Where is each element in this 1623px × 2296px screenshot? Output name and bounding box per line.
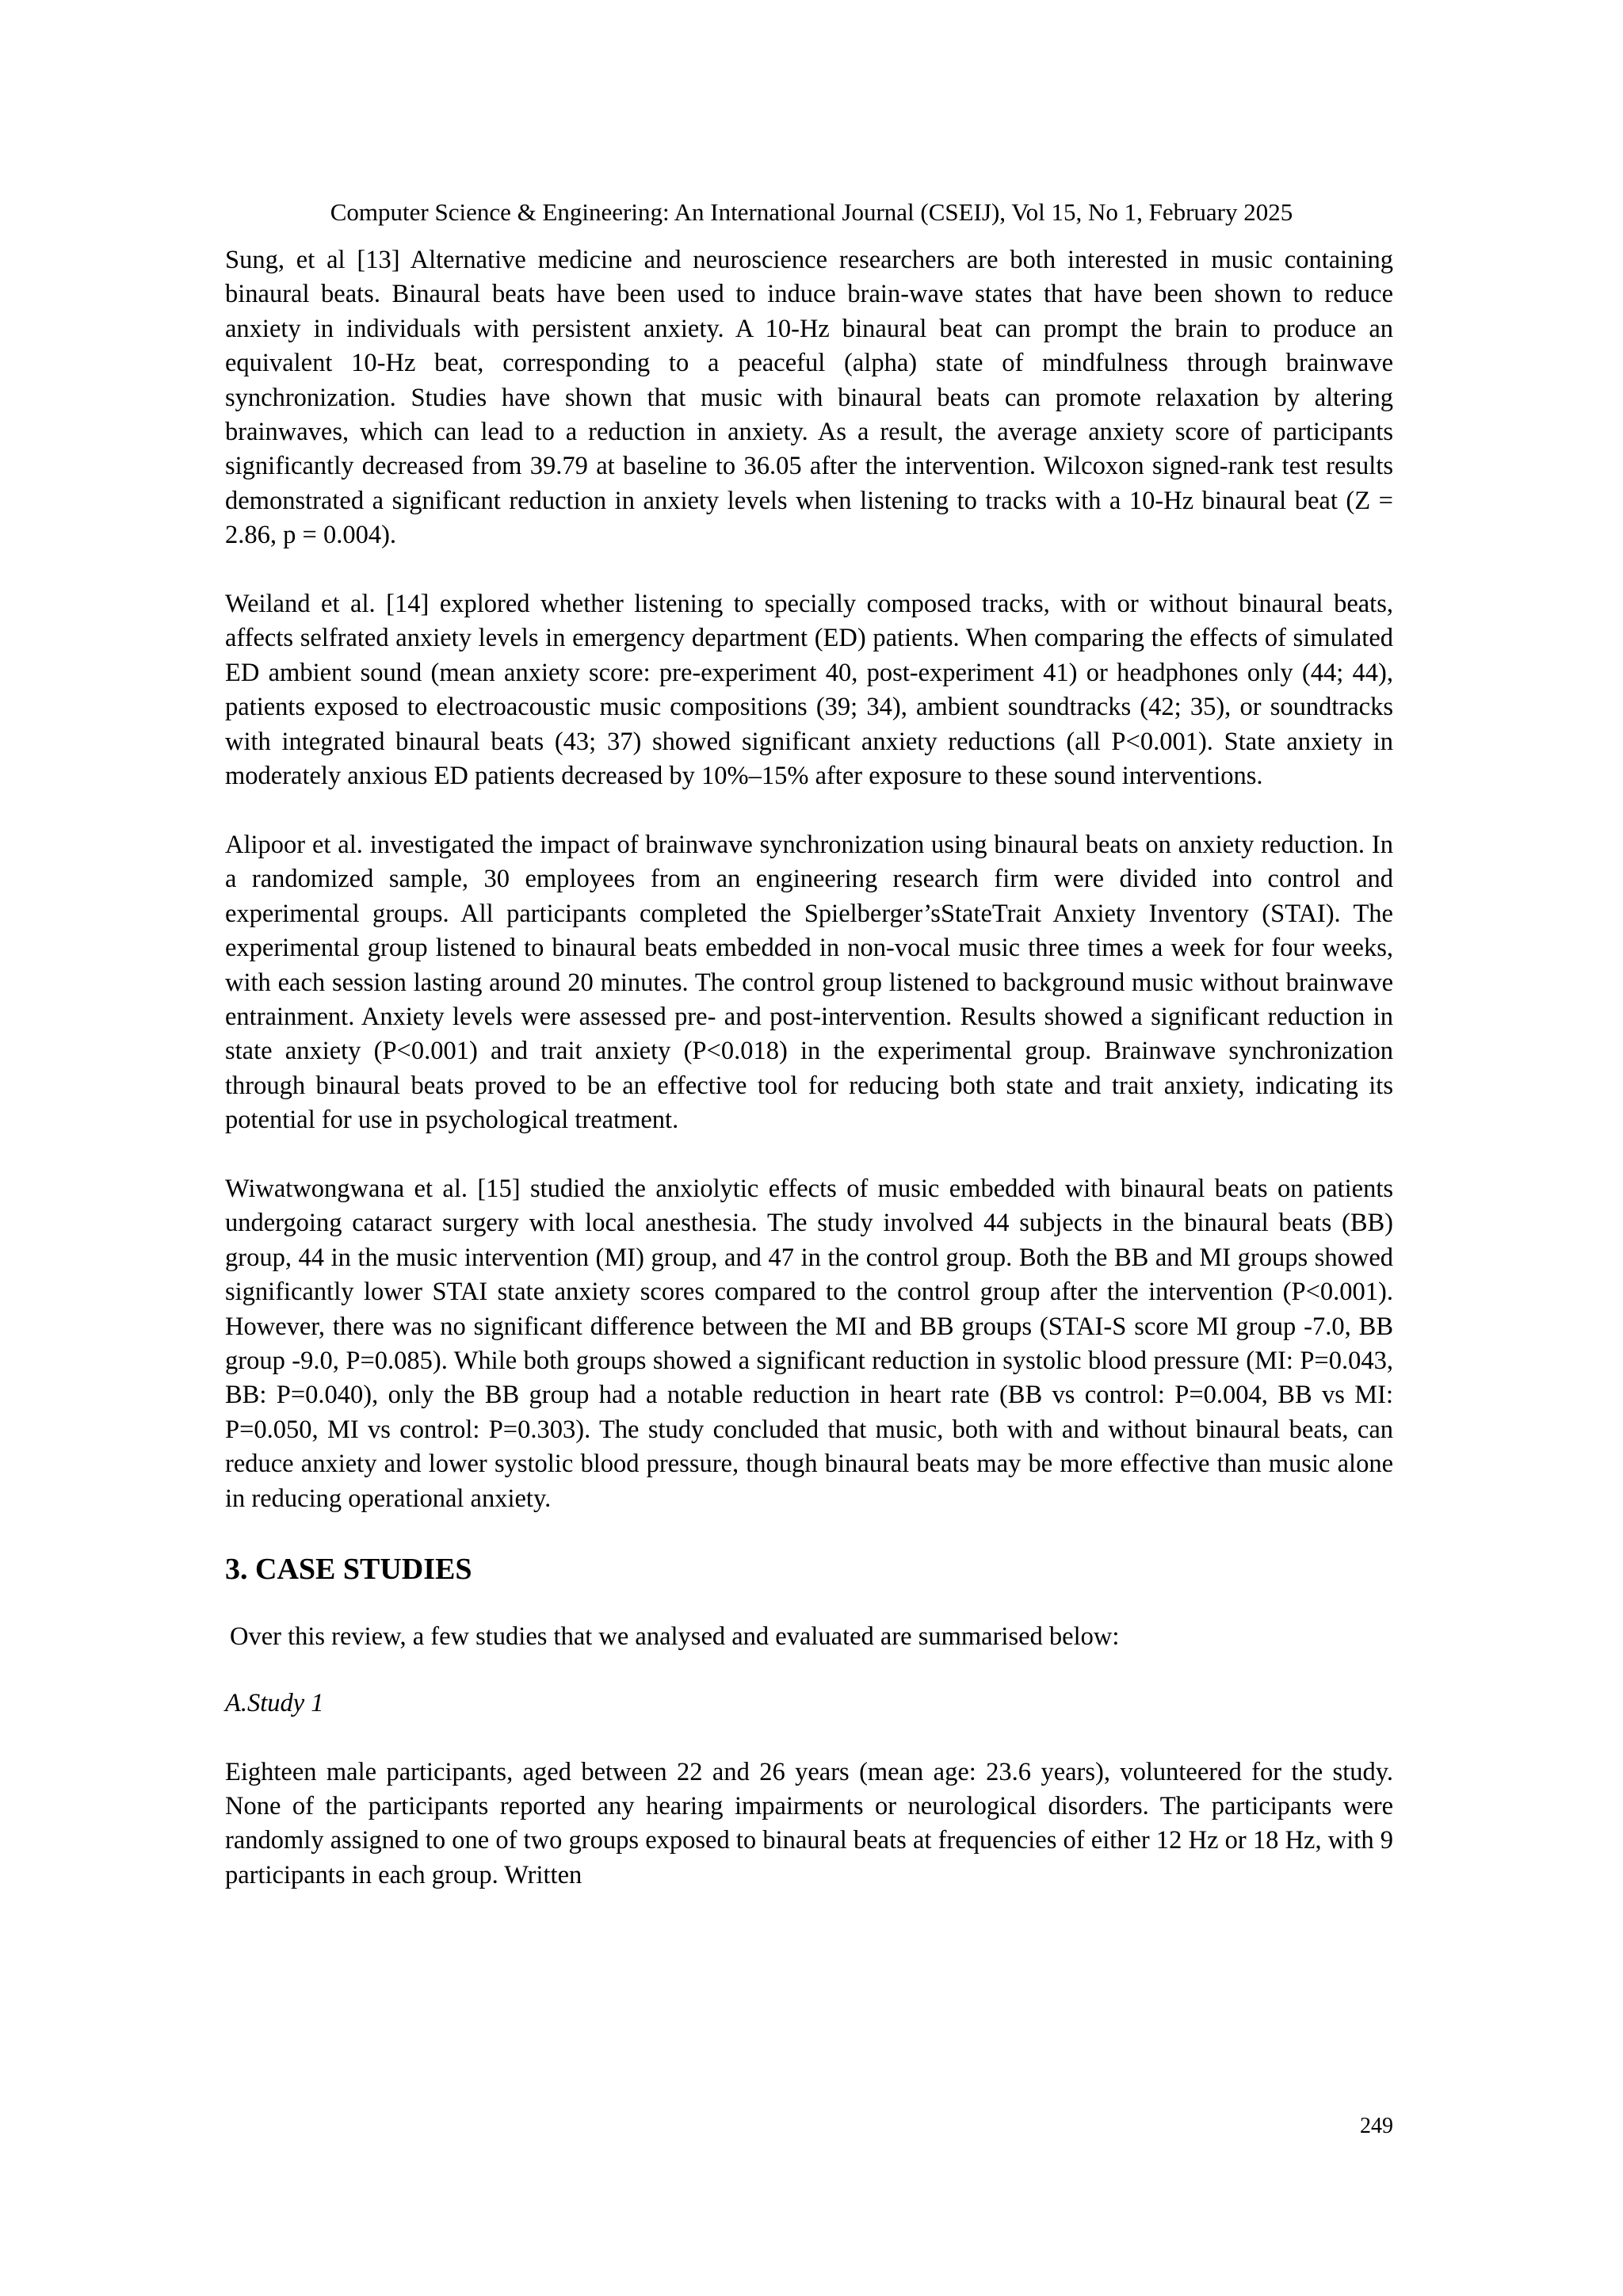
section-intro: Over this review, a few studies that we analysed and evaluated are summarised below: xyxy=(230,1622,1120,1652)
page-content xyxy=(225,243,1393,1927)
section-title-word-1: CASE xyxy=(255,1553,336,1587)
body-paragraph-study-1: Eighteen male participants, aged between 22 and 26 years (mean age: 23.6 years), volunteered for the study. None of the participants reported any hearing impairments or neurological disorders. The participants were randomly assigned to one of two groups exposed to binaural beats at frequencies of either 12 Hz or 18 Hz, with 9 participants in each group. Written xyxy=(225,1757,1393,1889)
section-heading-case-studies xyxy=(225,1550,1393,1588)
body-paragraph-alipoor: Alipoor et al. investigated the impact of brainwave synchronization using binaural beats on anxiety reduction. In a randomized sample, 30 employees from an engineering research firm were divided into control and experimental groups. All participants completed the Spielberger’sStateTrait Anxiety Inventory (STAI). The experimental group listened to binaural beats embedded in non-vocal music three times a week for four weeks, with each session lasting around 20 minutes. The control group listened to background music without brainwave entrainment. Anxiety levels were assessed pre- and post-intervention. Results showed a significant reduction in state anxiety (P<0.001) and trait anxiety (P<0.018) in the experimental group. Brainwave synchronization through binaural beats proved to be an effective tool for reducing both state and trait anxiety, indicating its potential for use in psychological treatment. xyxy=(225,830,1393,1135)
page-number: 249 xyxy=(1360,2114,1393,2138)
body-paragraph-sung: Sung, et al [13] Alternative medicine and neuroscience researchers are both interested in music containing binaural beats. Binaural beats have been used to induce brain-wave states that have been shown to reduce anxiety in individuals with persistent anxiety. A 10-Hz binaural beat can prompt the brain to produce an equivalent 10-Hz beat, corresponding to a peaceful (alpha) state of mindfulness through brainwave synchronization. Studies have shown that music with binaural beats can promote relaxation by altering brainwaves, which can lead to a reduction in anxiety. As a result, the average anxiety score of participants significantly decreased from 39.79 at baseline to 36.05 after the intervention. Wilcoxon signed-rank test results demonstrated a significant reduction in anxiety levels when listening to tracks with a 10-Hz binaural beat (Z = 2.86, p = 0.004). xyxy=(225,246,1393,550)
body-paragraph-wiwatwongwana: Wiwatwongwana et al. [15] studied the anxiolytic effects of music embedded with binaural beats on patients undergoing cataract surgery with local anesthesia. The study involved 44 subjects in the binaural beats (BB) group, 44 in the music intervention (MI) group, and 47 in the control group. Both the BB and MI groups showed significantly lower STAI state anxiety scores compared to the control group after the intervention (P<0.001). However, there was no significant difference between the MI and BB groups (STAI-S score MI group -7.0, BB group -9.0, P=0.085). While both groups showed a significant reduction in systolic blood pressure (MI: P=0.043, BB: P=0.040), only the BB group had a notable reduction in heart rate (BB vs control: P=0.004, BB vs MI: P=0.050, MI vs control: P=0.303). The study concluded that music, both with and without binaural beats, can reduce anxiety and lower systolic blood pressure, though binaural beats may be more effective than music alone in reducing operational anxiety. xyxy=(225,1174,1393,1513)
body-paragraph-weiland: Weiland et al. [14] explored whether listening to specially composed tracks, with or without binaural beats, affects selfrated anxiety levels in emergency department (ED) patients. When comparing the effects of simulated ED ambient sound (mean anxiety score: pre-experiment 40, post-experiment 41) or headphones only (44; 44), patients exposed to electroacoustic music compositions (39; 34), ambient soundtracks (42; 35), or soundtracks with integrated binaural beats (43; 37) showed significant anxiety reductions (all P<0.001). State anxiety in moderately anxious ED patients decreased by 10%–15% after exposure to these sound interventions. xyxy=(225,590,1393,791)
section-number: 3. xyxy=(225,1553,248,1587)
running-header: Computer Science & Engineering: An International Journal (CSEIJ), Vol 15, No 1, February 2025 xyxy=(330,198,1293,226)
subsection-title: A.Study 1 xyxy=(225,1688,324,1717)
section-title-word-2: STUDIES xyxy=(342,1553,472,1587)
